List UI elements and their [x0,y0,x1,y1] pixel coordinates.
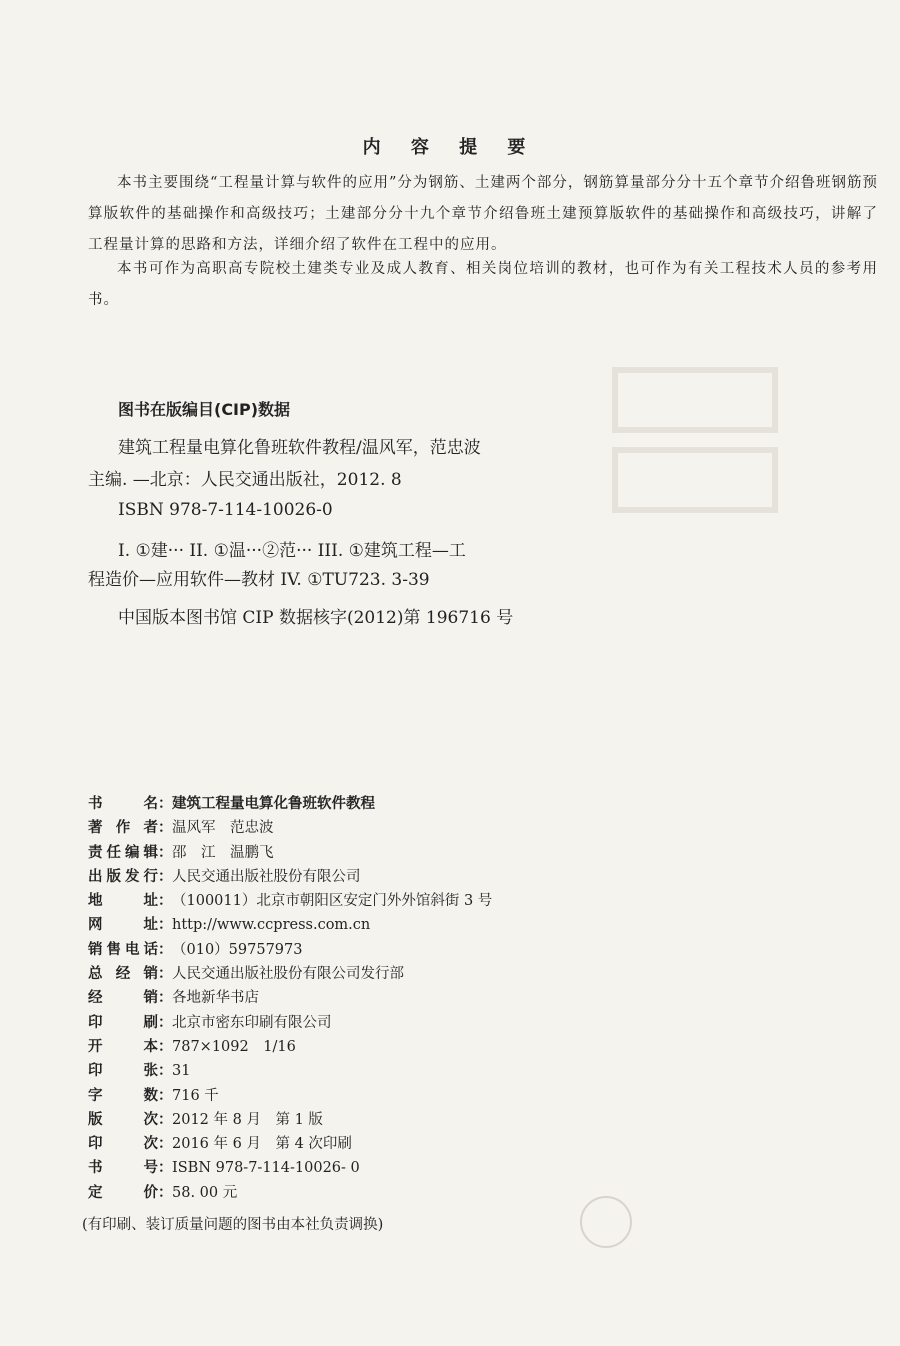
imprint-row [88,1156,492,1180]
imprint-colon: ： [158,1087,173,1104]
cip-classification-2: 程造价—应用软件—教材 IV. ①TU723. 3-39 [88,570,430,590]
summary-paragraph-1: 本书主要围绕“工程量计算与软件的应用”分为钢筋、土建两个部分，钢筋算量部分分十五个章节介绍鲁班钢筋预算版软件的基础操作和高级技巧；土建部分分十九个章节介绍鲁班土建预算版软件的基础操作和高级技巧，讲解了工程量计算的思路和方法，详细介绍了软件在工程中的应用。 [88,175,878,253]
imprint-value: 716 千 [172,1087,219,1104]
imprint-row [88,1132,492,1156]
imprint-colon: ： [158,893,173,910]
imprint-label: 经销 [88,990,158,1007]
imprint-value: 北京市密东印刷有限公司 [172,1014,332,1031]
imprint-colon: ： [158,1111,173,1128]
imprint-label: 网址 [88,917,158,934]
imprint-value: 邵 江 温鹏飞 [172,844,274,861]
imprint-value: 2012 年 8 月 第 1 版 [172,1111,323,1128]
imprint-colon: ： [158,966,173,983]
imprint-colon: ： [158,1160,173,1177]
imprint-value: ISBN 978-7-114-10026- 0 [172,1160,360,1177]
imprint-row [88,865,492,889]
imprint-row [88,1011,492,1035]
imprint-value: 人民交通出版社股份有限公司发行部 [172,966,404,983]
cip-record-number: 中国版本图书馆 CIP 数据核字(2012)第 196716 号 [118,608,514,628]
cip-isbn: ISBN 978-7-114-10026-0 [118,500,333,520]
imprint-colon: ： [158,1063,173,1080]
imprint-value: 建筑工程量电算化鲁班软件教程 [172,796,375,812]
imprint-colon: ： [158,990,173,1007]
imprint-row [88,986,492,1010]
imprint-row [88,1084,492,1108]
imprint-row [88,792,492,816]
faint-publisher-logo [580,1196,632,1248]
imprint-row [88,913,492,937]
summary-paragraph-2: 本书可作为高职高专院校土建类专业及成人教育、相关岗位培训的教材，也可作为有关工程技术人员的参考用书。 [88,261,878,308]
imprint-row [88,1108,492,1132]
imprint-colon: ： [158,1184,173,1201]
imprint-label: 开本 [88,1038,158,1055]
imprint-colon: ： [158,1136,173,1153]
bleed-through-shapes [610,360,780,530]
imprint-value: （100011）北京市朝阳区安定门外外馆斜街 3 号 [172,893,493,910]
imprint-label: 字数 [88,1087,158,1104]
imprint-colon: ： [158,868,173,885]
imprint-row [88,962,492,986]
imprint-label: 总经销 [88,966,158,983]
imprint-row [88,816,492,840]
cip-classification-1: I. ①建··· II. ①温···②范··· III. ①建筑工程—工 [118,541,466,561]
imprint-value: （010）59757973 [172,941,303,958]
summary-heading: 内 容 提 要 [362,137,538,158]
imprint-label: 地址 [88,893,158,910]
imprint-row [88,889,492,913]
imprint-label: 印次 [88,1136,158,1153]
imprint-label: 书名 [88,796,158,812]
imprint-label: 定价 [88,1184,158,1201]
imprint-row [88,1059,492,1083]
imprint-label: 版次 [88,1111,158,1128]
quality-notice: (有印刷、装订质量问题的图书由本社负责调换) [82,1217,384,1233]
imprint-label: 印刷 [88,1014,158,1031]
imprint-row [88,1181,492,1205]
imprint-colon: ： [158,1038,173,1055]
imprint-value: 58. 00 元 [172,1184,238,1201]
imprint-value: 787×1092 1/16 [172,1038,296,1055]
imprint-label: 出版发行 [88,868,158,885]
cip-line-2: 主编. —北京：人民交通出版社，2012. 8 [88,470,402,490]
cip-title: 图书在版编目(CIP)数据 [118,400,291,419]
imprint-colon: ： [158,820,173,837]
imprint-value: 2016 年 6 月 第 4 次印刷 [172,1136,352,1153]
imprint-colon: ： [158,1014,173,1031]
bleed-through-artwork [610,360,780,530]
imprint-label: 书号 [88,1160,158,1177]
imprint-value: 人民交通出版社股份有限公司 [172,868,361,885]
imprint-value: 温风军 范忠波 [172,820,274,837]
imprint-value: http://www.ccpress.com.cn [172,917,371,934]
cip-line-1: 建筑工程量电算化鲁班软件教程/温风军，范忠波 [118,438,481,458]
imprint-value: 各地新华书店 [172,990,259,1007]
imprint-label: 销售电话 [88,941,158,958]
imprint-colon: ： [158,844,173,861]
imprint-value: 31 [172,1063,191,1080]
imprint-colon: ： [158,796,173,812]
imprint-row [88,938,492,962]
imprint-row [88,1035,492,1059]
imprint-colon: ： [158,917,173,934]
imprint-label: 著作者 [88,820,158,837]
imprint-label: 责任编辑 [88,844,158,861]
imprint-label: 印张 [88,1063,158,1080]
imprint-row [88,841,492,865]
imprint-colon: ： [158,941,173,958]
imprint-table [88,792,492,1205]
